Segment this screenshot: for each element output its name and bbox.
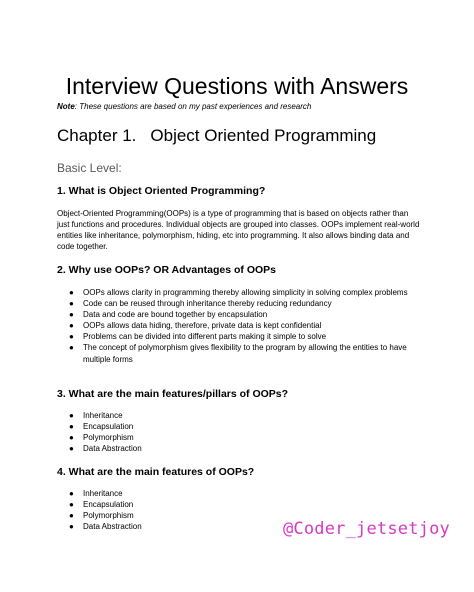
bullet-icon: ●: [69, 489, 74, 498]
bullet-icon: ●: [69, 433, 74, 443]
question-2-heading: 2. Why use OOPs? OR Advantages of OOPs: [57, 264, 276, 276]
list-item: ● Encapsulation: [69, 500, 134, 510]
note-label: Note: [57, 102, 75, 111]
note-line: [57, 101, 311, 112]
chapter-title: Object Oriented Programming: [150, 126, 377, 145]
list-item: ● Data Abstraction: [69, 444, 142, 454]
list-item: ● Polymorphism: [69, 433, 134, 443]
bullet-icon: ●: [69, 411, 74, 420]
list-item: ● Encapsulation: [69, 422, 134, 432]
bullet-icon: ●: [69, 310, 74, 320]
list-item: ● The concept of polymorphism gives flexibility to the program by allowing the entities to have multiple forms: [69, 343, 407, 364]
list-item: ● Polymorphism: [69, 511, 134, 521]
list-item: ● Inheritance: [69, 411, 123, 420]
bullet-icon: ●: [69, 522, 74, 532]
bullet-icon: ●: [69, 343, 74, 353]
bullet-icon: ●: [69, 321, 74, 331]
question-2-list: [57, 287, 427, 365]
bullet-icon: ●: [69, 288, 74, 297]
level-heading: Basic Level:: [57, 161, 122, 175]
list-item: ● Data and code are bound together by encapsulation: [69, 310, 268, 320]
list-item: ● OOPs allows clarity in programming thereby allowing simplicity in solving complex problems: [69, 288, 408, 297]
bullet-icon: ●: [69, 422, 74, 432]
question-3-heading: 3. What are the main features/pillars of OOPs?: [57, 388, 289, 400]
question-3-list: [57, 410, 427, 454]
note-text: : These questions are based on my past experiences and research: [74, 102, 312, 111]
chapter-heading: [57, 125, 376, 147]
bullet-icon: ●: [69, 299, 74, 309]
watermark-handle: @Coder_jetsetjoy: [283, 519, 450, 539]
bullet-icon: ●: [69, 500, 74, 510]
list-item: ● Inheritance: [69, 489, 123, 498]
question-4-heading: 4. What are the main features of OOPs?: [57, 466, 255, 478]
bullet-icon: ●: [69, 332, 74, 342]
list-item: ● Data Abstraction: [69, 522, 142, 532]
list-item: ● Problems can be divided into different parts making it simple to solve: [69, 332, 327, 342]
bullet-icon: ●: [69, 444, 74, 454]
bullet-icon: ●: [69, 511, 74, 521]
list-item: ● Code can be reused through inheritance thereby reducing redundancy: [69, 299, 332, 309]
question-1-heading: 1. What is Object Oriented Programming?: [57, 185, 266, 197]
document-title: Interview Questions with Answers: [65, 73, 409, 99]
chapter-number: Chapter 1.: [57, 126, 137, 145]
list-item: ● OOPs allows data hiding, therefore, private data is kept confidential: [69, 321, 322, 331]
question-1-answer: Object-Oriented Programming(OOPs) is a type of programming that is based on objects rather than just functions and procedures. Individual objects are grouped into classes. OOPs implement real-world entities like inheritance, polymorphism, hiding, etc into programming. It also allows binding data and code together.: [57, 209, 420, 252]
